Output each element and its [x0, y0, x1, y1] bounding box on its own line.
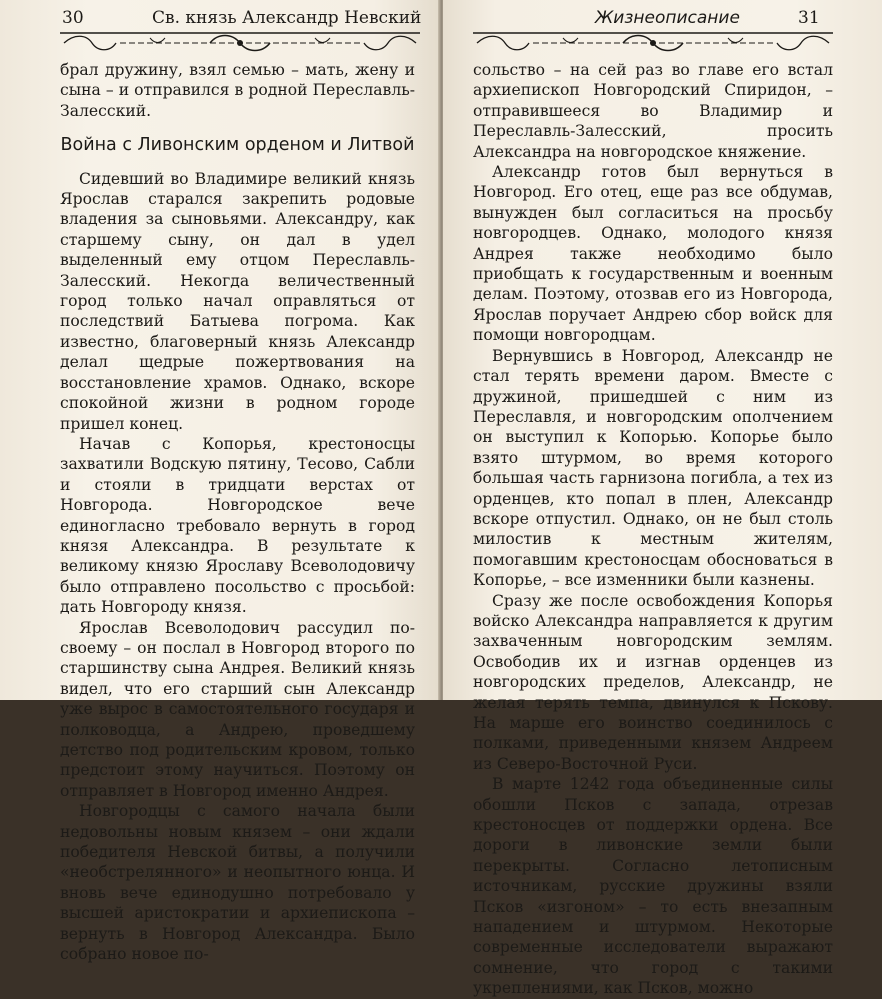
- paragraph: Сидевший во Владимире великий князь Ярослав старался закрепить родовые владения за сыновьями. Александру, как старшему сыну, он дал в удел выделенный ему отцом Переславль-Залесский. Некогда величественный город только начал оправляться от последствий Батыева погрома. Как известно, благоверный князь Александр делал щедрые пожертвования на восстановление храмов. Однако, вскоре спокойной жизни в родном городе пришел конец.: [60, 169, 415, 433]
- paragraph: Новгородцы с самого начала были недовольны новым князем – они ждали победителя Невской битвы, а получили «необстрелянного» и неопытного юнца. И вновь вече единодушно потребовало у высшей аристократии и архиепископа – вернуть в Новгород Александра. Было собрано новое по-: [60, 802, 415, 964]
- paragraph: Сразу же после освобождения Копорья войско Александра направляется к другим захваченным новгородским землям. Освободив их и изгнав орденцев из новгородских пределов, Александр, не желая терять темпа, двинулся к Пскову. На марше его воинство соединилось с полками, приведенными князем Андреем из Северо-Восточной Руси.: [473, 591, 833, 773]
- section-title: Война с Ливонским орденом и Литвой: [60, 135, 415, 156]
- right-page-text: [473, 60, 833, 999]
- ornamental-header-rule-icon: [473, 30, 833, 56]
- page-number-left: 30: [62, 8, 84, 28]
- running-title-left: Св. князь Александр Невский: [152, 8, 422, 28]
- paragraph: сольство – на сей раз во главе его встал архиепископ Новгородский Спиридон, – отправившееся во Владимир и Переславль-Залесский, просить Александра на новгородское княжение.: [473, 61, 833, 161]
- ornamental-header-rule-icon: [60, 30, 420, 56]
- page-number-right: 31: [798, 8, 820, 28]
- paragraph: Александр готов был вернуться в Новгород. Его отец, еще раз все обдумав, вынужден был согласиться на просьбу новгородцев. Однако, молодого князя Андрея также необходимо было приобщать к государственным и военным делам. Поэтому, отозвав его из Новгорода, Ярослав поручает Андрею сбор войск для помощи новгородцам.: [473, 163, 833, 345]
- paragraph: В марте 1242 года объединенные силы обошли Псков с запада, отрезав крестоносцев от поддержки ордена. Все дороги в ливонские земли были перекрыты. Согласно летописным источникам, русские дружины взяли Псков «изгоном» – то есть внезапным нападением и штурмом. Некоторые современные исследователи выражают сомнение, что город с такими укреплениями, как Псков, можно: [473, 775, 833, 998]
- paragraph: брал дружину, взял семью – мать, жену и сына – и отправился в родной Переславль-Залесский.: [60, 61, 415, 120]
- right-page: [443, 0, 882, 998]
- paragraph: Ярослав Всеволодович рассудил по-своему – он послал в Новгород второго по старшинству сына Андрея. Великий князь видел, что его старший сын Александр уже вырос в самостоятельного государя и полководца, а Андрею, проведшему детство под родительским кровом, только предстоит этому научиться. Поэтому он отправляет в Новгород именно Андрея.: [60, 618, 415, 800]
- paragraph: Вернувшись в Новгород, Александр не стал терять времени даром. Вместе с дружиной, пришедшей с ним из Переславля, и новгородским ополчением он выступил к Копорью. Копорье было взято штурмом, во время которого большая часть гарнизона погибла, а тех из орденцев, кто попал в плен, Александр вскоре отпустил. Однако, он не был столь милостив к местным жителям, помогавшим крестоносцам обосноваться в Копорье, – все изменники были казнены.: [473, 346, 833, 590]
- left-page-text: [60, 60, 415, 964]
- running-title-right: Жизнеописание: [595, 8, 740, 28]
- left-page: [0, 0, 440, 964]
- paragraph: Начав с Копорья, крестоносцы захватили Водскую пятину, Тесово, Сабли и стояли в тридцати верстах от Новгорода. Новгородское вече единогласно требовало вернуть в город князя Александра. В результате к великому князю Ярославу Всеволодовичу было отправлено посольство с просьбой: дать Новгороду князя.: [60, 434, 415, 617]
